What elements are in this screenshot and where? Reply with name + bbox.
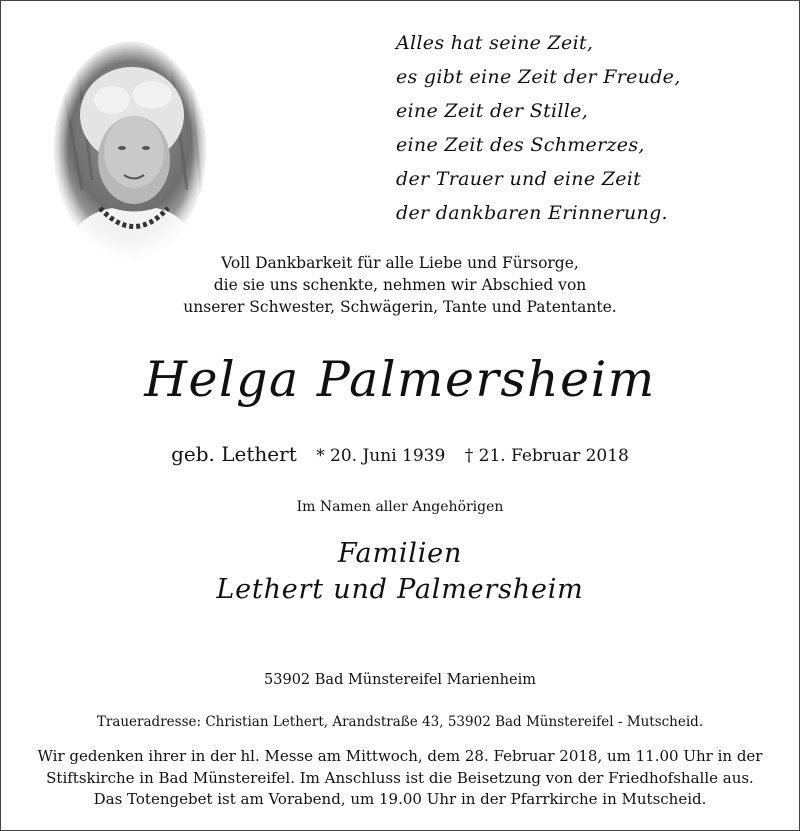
mourners-line: Familien bbox=[337, 538, 463, 569]
address: 53902 Bad Münstereifel Marienheim bbox=[264, 672, 536, 688]
service-notice bbox=[0, 746, 800, 811]
poem-line: der Trauer und eine Zeit bbox=[396, 168, 642, 190]
death-date: † 21. Februar 2018 bbox=[464, 446, 629, 466]
intro-line: die sie uns schenkte, nehmen wir Abschied von bbox=[213, 276, 587, 294]
poem-line: es gibt eine Zeit der Freude, bbox=[396, 66, 681, 88]
portrait-photo bbox=[52, 40, 208, 260]
life-dates bbox=[0, 440, 800, 470]
birth-date: * 20. Juni 1939 bbox=[316, 446, 446, 466]
deceased-name: Helga Palmersheim bbox=[144, 351, 656, 408]
mourners-families bbox=[0, 536, 800, 608]
poem bbox=[396, 26, 716, 230]
poem-line: Alles hat seine Zeit, bbox=[396, 32, 594, 54]
notice-line: Das Totengebet ist am Vorabend, um 19.00 Uhr in der Pfarrkirche in Mutscheid. bbox=[93, 790, 707, 808]
mourners-intro: Im Namen aller Angehörigen bbox=[296, 499, 504, 515]
poem-line: eine Zeit der Stille, bbox=[396, 100, 589, 122]
intro-line: unserer Schwester, Schwägerin, Tante und Patentante. bbox=[183, 298, 617, 316]
poem-line: eine Zeit des Schmerzes, bbox=[396, 134, 645, 156]
poem-line: der dankbaren Erinnerung. bbox=[396, 202, 668, 224]
intro-line: Voll Dankbarkeit für alle Liebe und Fürsorge, bbox=[221, 254, 579, 272]
notice-line: Wir gedenken ihrer in der hl. Messe am Mittwoch, dem 28. Februar 2018, um 11.00 Uhr in der bbox=[37, 747, 763, 765]
intro-text bbox=[0, 252, 800, 318]
notice-line: Stiftskirche in Bad Münstereifel. Im Anschluss ist die Beisetzung von der Friedhofshalle aus. bbox=[46, 768, 754, 787]
mourners-line: Lethert und Palmersheim bbox=[216, 574, 584, 605]
mourning-address: Traueradresse: Christian Lethert, Arandstraße 43, 53902 Bad Münstereifel - Mutscheid. bbox=[96, 714, 704, 730]
born-name: geb. Lethert bbox=[171, 442, 297, 466]
